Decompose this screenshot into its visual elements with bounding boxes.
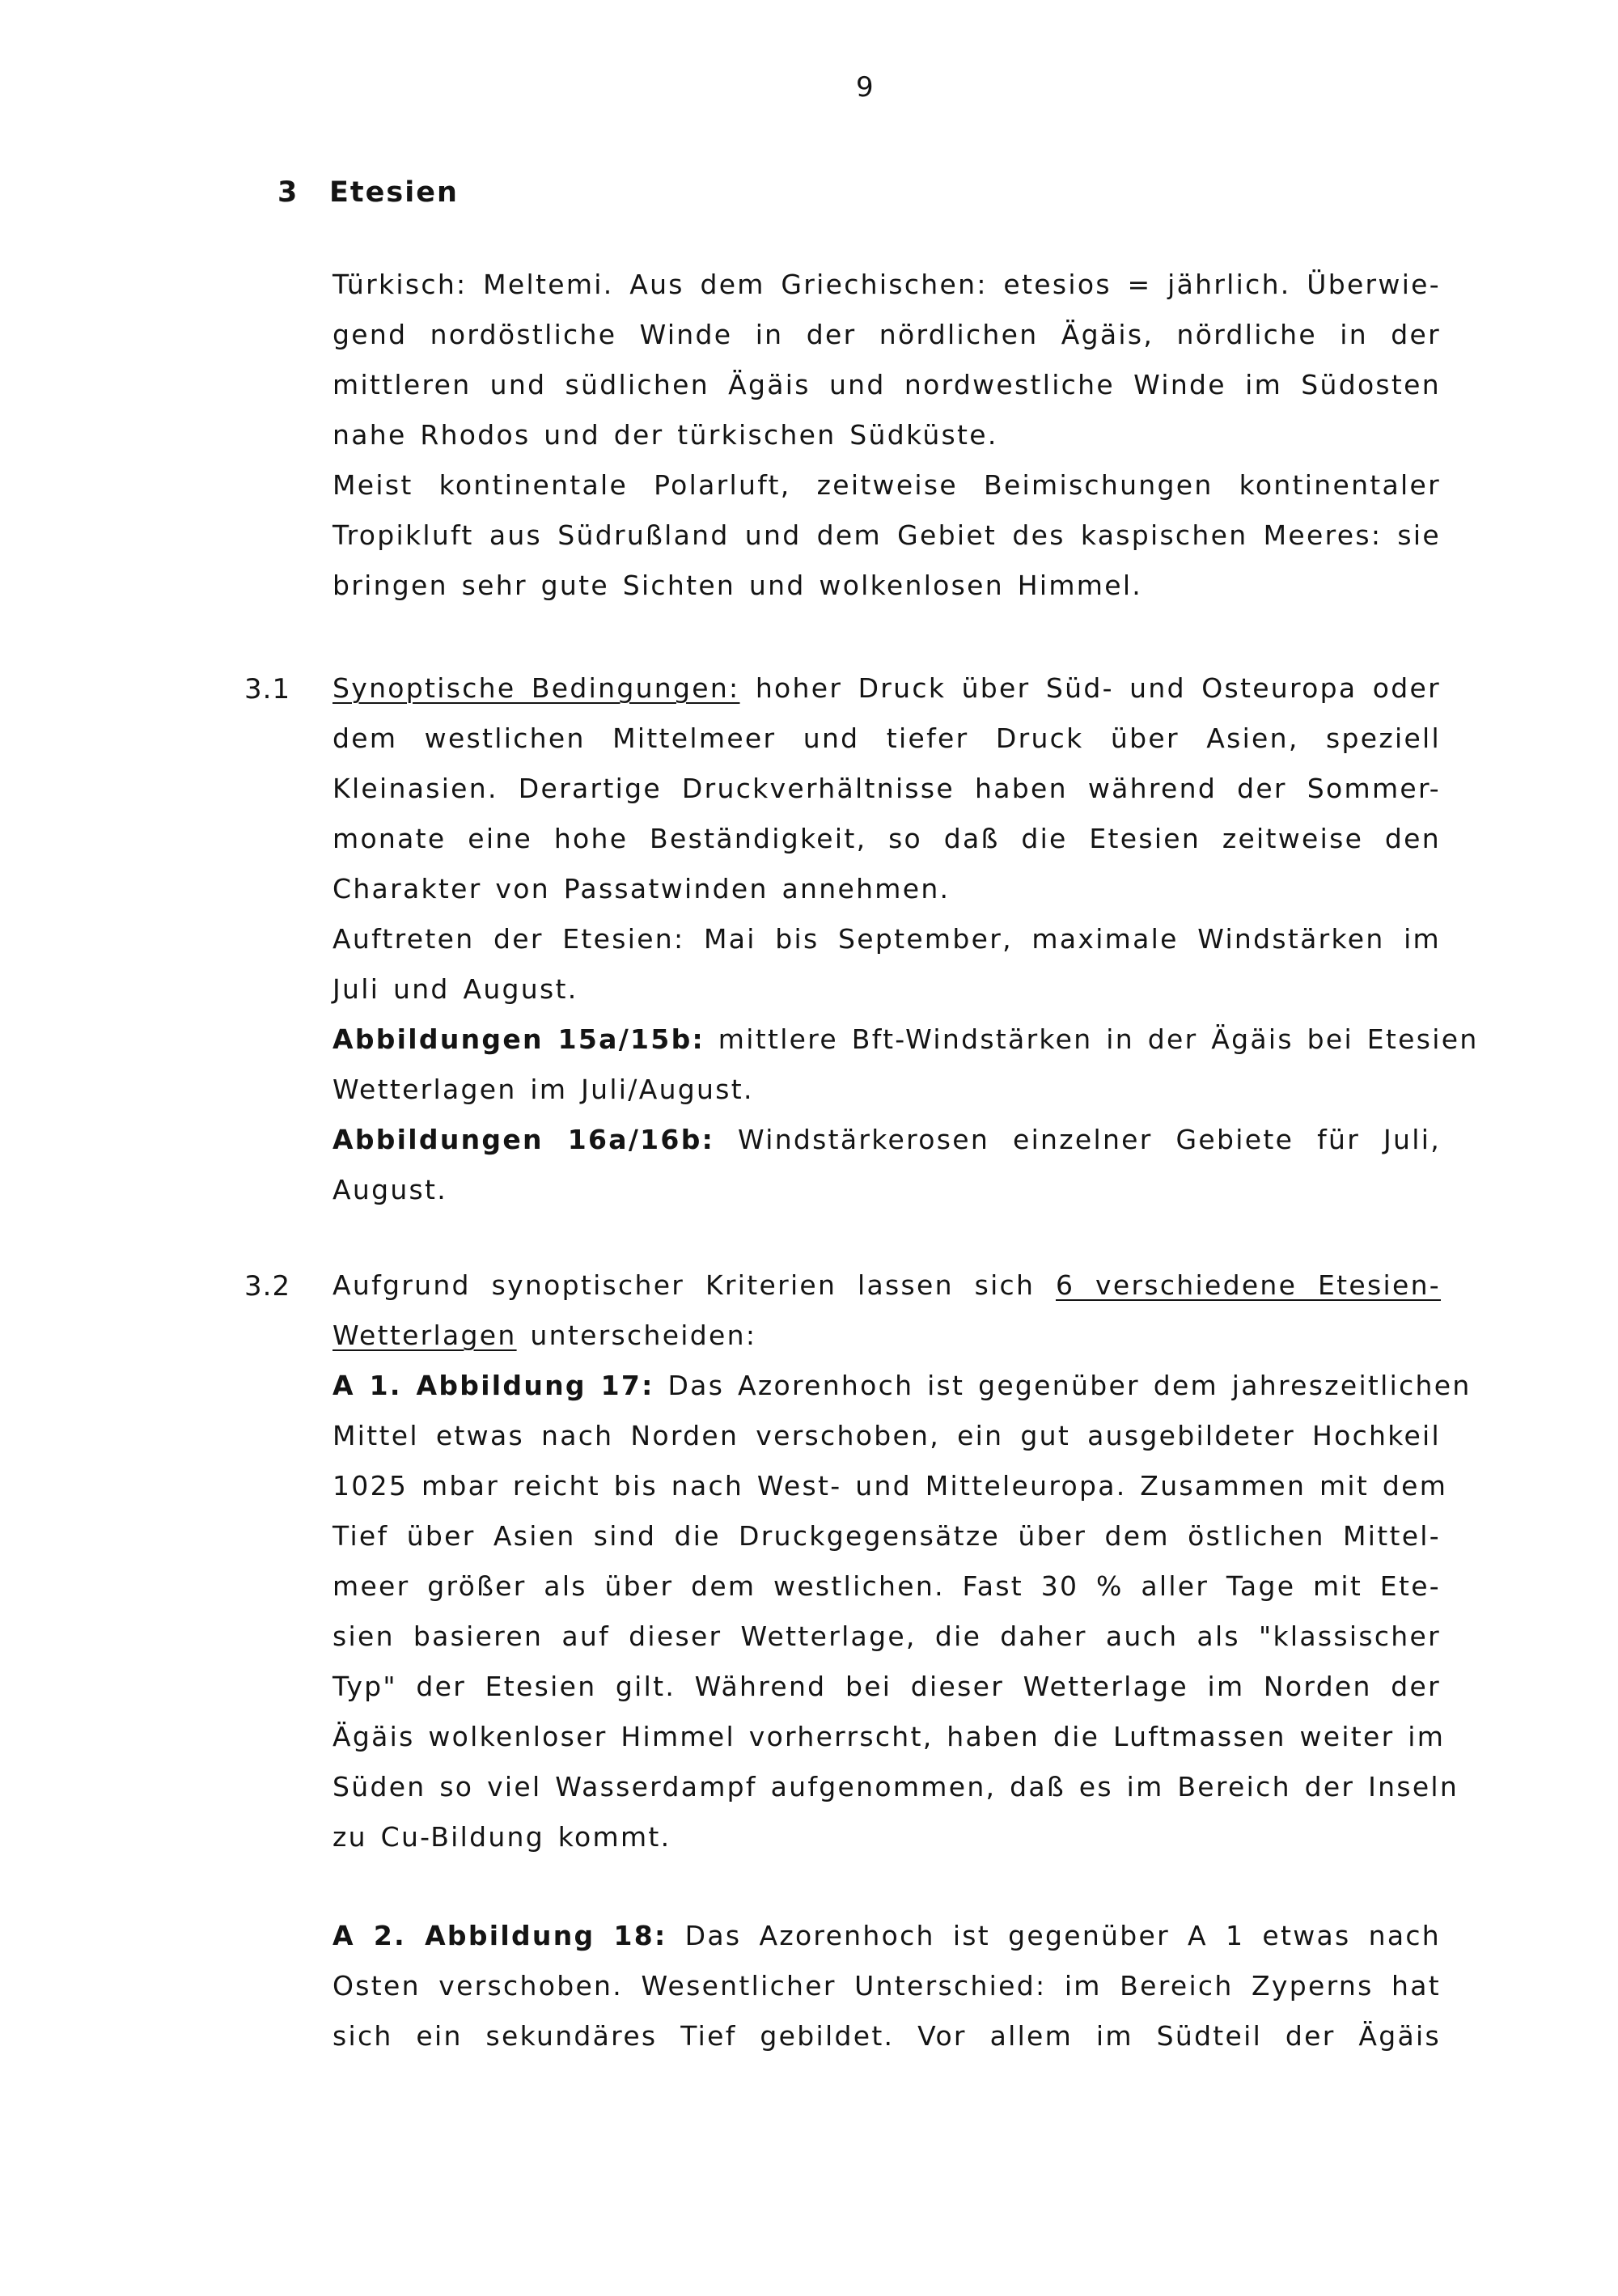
text-line: nahe Rhodos und der türkischen Südküste.	[332, 419, 998, 451]
text-line: Tief über Asien sind die Druckgegensätze über dem östlichen Mittel-	[332, 1520, 1441, 1552]
text-line: Ägäis wolkenloser Himmel vorherrscht, haben die Luftmassen weiter im	[332, 1721, 1446, 1752]
text-line: August.	[332, 1174, 448, 1205]
text-line: Mittel etwas nach Norden verschoben, ein gut ausgebildeter Hochkeil	[332, 1420, 1441, 1451]
weather-type-a1: A 1. Abbildung 17: Das Azorenhoch ist gegenüber dem jahreszeitlichen	[332, 1370, 1472, 1401]
text-line: Tropikluft aus Südrußland und dem Gebiet des kaspischen Meeres: sie	[332, 519, 1441, 551]
paragraph-number-3-1: 3.1	[244, 673, 291, 705]
underlined-term: Wetterlagen	[332, 1320, 517, 1351]
text-line: sien basieren auf dieser Wetterlage, die daher auch als "klassischer	[332, 1620, 1441, 1652]
section-number: 3	[277, 176, 299, 209]
text-line: Kleinasien. Derartige Druckverhältnisse haben während der Sommer-	[332, 773, 1441, 804]
text-line: zu Cu-Bildung kommt.	[332, 1821, 671, 1853]
text-line: monate eine hohe Beständigkeit, so daß die Etesien zeitweise den	[332, 823, 1441, 854]
text-line: Süden so viel Wasserdampf aufgenommen, daß es im Bereich der Inseln	[332, 1771, 1459, 1802]
underlined-term: 6 verschiedene Etesien-	[1055, 1269, 1442, 1301]
page-number: 9	[856, 71, 875, 104]
text-line: Synoptische Bedingungen: hoher Druck über Süd- und Osteuropa oder	[332, 672, 1441, 704]
text-line: Juli und August.	[332, 973, 578, 1005]
text-line: 1025 mbar reicht bis nach West- und Mitteleuropa. Zusammen mit dem	[332, 1470, 1448, 1502]
text-line: Wetterlagen unterscheiden:	[332, 1320, 757, 1351]
text-line: Meist kontinentale Polarluft, zeitweise Beimischungen kontinentaler	[332, 469, 1441, 501]
text-line: sich ein sekundäres Tief gebildet. Vor allem im Südteil der Ägäis	[332, 2020, 1441, 2052]
text-line: Aufgrund synoptischer Kriterien lassen sich 6 verschiedene Etesien-	[332, 1269, 1442, 1301]
text-line: Auftreten der Etesien: Mai bis September, maximale Windstärken im	[332, 923, 1441, 955]
text-line: dem westlichen Mittelmeer und tiefer Druck über Asien, speziell	[332, 722, 1441, 754]
intro-paragraph	[332, 260, 1441, 611]
weather-type-a2-paragraph	[332, 1911, 1441, 2061]
synoptic-conditions-paragraph	[332, 663, 1479, 1215]
text-line: gend nordöstliche Winde in der nördlichen Ägäis, nördliche in der	[332, 319, 1441, 350]
text-line: Charakter von Passatwinden annehmen.	[332, 873, 951, 904]
text-line: Osten verschoben. Wesentlicher Unterschied: im Bereich Zyperns hat	[332, 1970, 1441, 2002]
text-line: Türkisch: Meltemi. Aus dem Griechischen: etesios = jährlich. Überwie-	[332, 269, 1441, 300]
subsection-heading: Synoptische Bedingungen:	[332, 672, 740, 704]
section-title: Etesien	[329, 176, 459, 209]
figure-reference-16: Abbildungen 16a/16b: Windstärkerosen einzelner Gebiete für Juli,	[332, 1124, 1441, 1155]
text-line: meer größer als über dem westlichen. Fast 30 % aller Tage mit Ete-	[332, 1570, 1441, 1602]
weather-type-a2: A 2. Abbildung 18: Das Azorenhoch ist gegenüber A 1 etwas nach	[332, 1920, 1442, 1951]
text-line: bringen sehr gute Sichten und wolkenlosen Himmel.	[332, 570, 1143, 601]
paragraph-number-3-2: 3.2	[244, 1270, 291, 1303]
weather-types-paragraph	[332, 1260, 1472, 1862]
text-line: Wetterlagen im Juli/August.	[332, 1074, 754, 1105]
section-heading	[277, 176, 459, 209]
text-line: mittleren und südlichen Ägäis und nordwestliche Winde im Südosten	[332, 369, 1441, 400]
figure-reference-15: Abbildungen 15a/15b: mittlere Bft-Windstärken in der Ägäis bei Etesien	[332, 1023, 1479, 1055]
text-line: Typ" der Etesien gilt. Während bei dieser Wetterlage im Norden der	[332, 1671, 1441, 1702]
